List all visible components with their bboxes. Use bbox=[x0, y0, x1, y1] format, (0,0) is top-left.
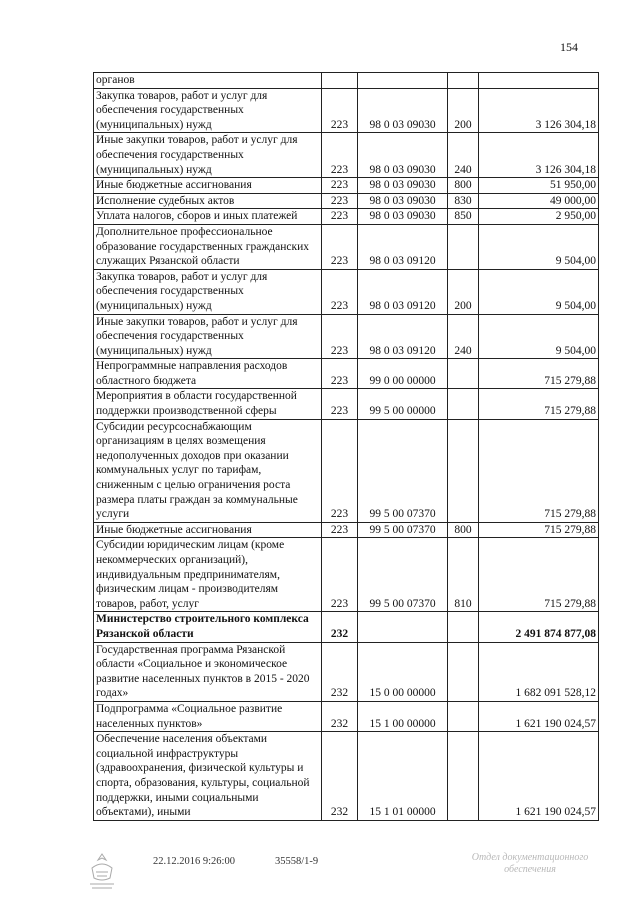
row-vr-cell bbox=[448, 419, 479, 522]
row-vr-cell: 800 bbox=[448, 178, 479, 194]
table-row bbox=[94, 359, 599, 389]
row-name-cell: Закупка товаров, работ и услуг для обеспечения государственных (муниципальных) нужд bbox=[94, 269, 322, 314]
row-csr-cell: 99 5 00 07370 bbox=[358, 522, 448, 538]
row-vr-cell bbox=[448, 612, 479, 642]
row-name-cell: Государственная программа Рязанской области «Социальное и экономическое развитие населенных пунктов в 2015 - 2020 годах» bbox=[94, 642, 322, 701]
row-csr-cell: 99 5 00 07370 bbox=[358, 538, 448, 612]
row-name-cell: органов bbox=[94, 73, 322, 89]
row-ved-cell: 223 bbox=[322, 224, 358, 269]
row-sum-cell: 3 126 304,18 bbox=[479, 133, 599, 178]
row-ved-cell: 223 bbox=[322, 133, 358, 178]
row-name-cell: Иные закупки товаров, работ и услуг для обеспечения государственных (муниципальных) нужд bbox=[94, 133, 322, 178]
row-vr-cell: 800 bbox=[448, 522, 479, 538]
row-ved-cell: 223 bbox=[322, 178, 358, 194]
row-sum-cell: 1 621 190 024,57 bbox=[479, 701, 599, 731]
row-name-cell: Уплата налогов, сборов и иных платежей bbox=[94, 209, 322, 225]
row-sum-cell: 9 504,00 bbox=[479, 224, 599, 269]
row-name-cell: Иные бюджетные ассигнования bbox=[94, 522, 322, 538]
row-ved-cell: 223 bbox=[322, 419, 358, 522]
row-csr-cell: 99 0 00 00000 bbox=[358, 359, 448, 389]
row-sum-cell: 1 621 190 024,57 bbox=[479, 732, 599, 821]
row-sum-cell: 49 000,00 bbox=[479, 193, 599, 209]
row-vr-cell: 240 bbox=[448, 133, 479, 178]
row-vr-cell bbox=[448, 224, 479, 269]
row-name-cell: Министерство строительного комплекса Рязанской области bbox=[94, 612, 322, 642]
row-ved-cell: 223 bbox=[322, 209, 358, 225]
row-name-cell: Обеспечение населения объектами социальной инфраструктуры (здравоохранения, физической культуры и спорта, образования, культуры, социальной поддержки, иными социальными объектами), иными bbox=[94, 732, 322, 821]
row-name-cell: Дополнительное профессиональное образование государственных гражданских служащих Рязанской области bbox=[94, 224, 322, 269]
table-row bbox=[94, 209, 599, 225]
table-row bbox=[94, 419, 599, 522]
row-vr-cell bbox=[448, 73, 479, 89]
row-csr-cell: 98 0 03 09120 bbox=[358, 224, 448, 269]
row-name-cell: Субсидии юридическим лицам (кроме некоммерческих организаций), индивидуальным предпринимателям, физическим лицам - производителям товаров, работ, услуг bbox=[94, 538, 322, 612]
table-row bbox=[94, 389, 599, 419]
row-sum-cell: 2 950,00 bbox=[479, 209, 599, 225]
row-name-cell: Исполнение судебных актов bbox=[94, 193, 322, 209]
row-ved-cell bbox=[322, 73, 358, 89]
row-sum-cell: 715 279,88 bbox=[479, 538, 599, 612]
table-row bbox=[94, 732, 599, 821]
footer-department-stamp: Отдел документационного обеспечения bbox=[471, 852, 589, 875]
row-name-cell: Иные бюджетные ассигнования bbox=[94, 178, 322, 194]
row-vr-cell: 240 bbox=[448, 314, 479, 359]
table-row bbox=[94, 224, 599, 269]
row-csr-cell: 98 0 03 09120 bbox=[358, 269, 448, 314]
row-csr-cell: 98 0 03 09030 bbox=[358, 88, 448, 133]
row-csr-cell bbox=[358, 73, 448, 89]
row-vr-cell: 850 bbox=[448, 209, 479, 225]
table-row bbox=[94, 178, 599, 194]
row-ved-cell: 232 bbox=[322, 701, 358, 731]
row-vr-cell bbox=[448, 701, 479, 731]
row-vr-cell bbox=[448, 732, 479, 821]
row-csr-cell: 99 5 00 07370 bbox=[358, 419, 448, 522]
row-sum-cell: 3 126 304,18 bbox=[479, 88, 599, 133]
table-row bbox=[94, 314, 599, 359]
row-name-cell: Непрограммные направления расходов областного бюджета bbox=[94, 359, 322, 389]
row-name-cell: Закупка товаров, работ и услуг для обеспечения государственных (муниципальных) нужд bbox=[94, 88, 322, 133]
row-ved-cell: 223 bbox=[322, 389, 358, 419]
row-ved-cell: 223 bbox=[322, 193, 358, 209]
row-csr-cell: 98 0 03 09030 bbox=[358, 133, 448, 178]
table-row bbox=[94, 701, 599, 731]
row-ved-cell: 223 bbox=[322, 359, 358, 389]
row-ved-cell: 232 bbox=[322, 642, 358, 701]
row-csr-cell bbox=[358, 612, 448, 642]
row-ved-cell: 223 bbox=[322, 538, 358, 612]
row-sum-cell: 2 491 874 877,08 bbox=[479, 612, 599, 642]
row-csr-cell: 98 0 03 09120 bbox=[358, 314, 448, 359]
table-row bbox=[94, 73, 599, 89]
table-row bbox=[94, 642, 599, 701]
row-ved-cell: 223 bbox=[322, 314, 358, 359]
row-csr-cell: 15 0 00 00000 bbox=[358, 642, 448, 701]
row-vr-cell: 200 bbox=[448, 88, 479, 133]
row-vr-cell: 830 bbox=[448, 193, 479, 209]
row-sum-cell bbox=[479, 73, 599, 89]
row-csr-cell: 99 5 00 00000 bbox=[358, 389, 448, 419]
row-vr-cell bbox=[448, 389, 479, 419]
row-name-cell: Иные закупки товаров, работ и услуг для обеспечения государственных (муниципальных) нужд bbox=[94, 314, 322, 359]
row-sum-cell: 51 950,00 bbox=[479, 178, 599, 194]
row-csr-cell: 15 1 01 00000 bbox=[358, 732, 448, 821]
row-csr-cell: 98 0 03 09030 bbox=[358, 193, 448, 209]
row-vr-cell: 200 bbox=[448, 269, 479, 314]
page-number: 154 bbox=[560, 40, 578, 54]
table-row bbox=[94, 612, 599, 642]
row-ved-cell: 223 bbox=[322, 269, 358, 314]
row-ved-cell: 223 bbox=[322, 522, 358, 538]
row-name-cell: Мероприятия в области государственной поддержки производственной сферы bbox=[94, 389, 322, 419]
row-csr-cell: 15 1 00 00000 bbox=[358, 701, 448, 731]
row-csr-cell: 98 0 03 09030 bbox=[358, 178, 448, 194]
row-vr-cell bbox=[448, 359, 479, 389]
table-row bbox=[94, 88, 599, 133]
row-sum-cell: 1 682 091 528,12 bbox=[479, 642, 599, 701]
footer-doc-number: 35558/1-9 bbox=[275, 856, 319, 867]
row-name-cell: Подпрограмма «Социальное развитие населенных пунктов» bbox=[94, 701, 322, 731]
budget-table bbox=[93, 72, 599, 821]
row-sum-cell: 715 279,88 bbox=[479, 522, 599, 538]
logo-stamp-icon bbox=[80, 848, 124, 897]
table-row bbox=[94, 193, 599, 209]
row-sum-cell: 715 279,88 bbox=[479, 359, 599, 389]
row-ved-cell: 232 bbox=[322, 732, 358, 821]
table-row bbox=[94, 133, 599, 178]
table-row bbox=[94, 538, 599, 612]
row-name-cell: Субсидии ресурсоснабжающим организациям в целях возмещения недополученных доходов при оказании коммунальных услуг по тарифам, сниженным с целью ограничения роста размера платы граждан за коммунальные услуги bbox=[94, 419, 322, 522]
row-sum-cell: 9 504,00 bbox=[479, 269, 599, 314]
table-row bbox=[94, 269, 599, 314]
table-row bbox=[94, 522, 599, 538]
row-vr-cell bbox=[448, 642, 479, 701]
row-sum-cell: 715 279,88 bbox=[479, 419, 599, 522]
row-sum-cell: 715 279,88 bbox=[479, 389, 599, 419]
row-sum-cell: 9 504,00 bbox=[479, 314, 599, 359]
footer-datetime: 22.12.2016 9:26:00 bbox=[153, 856, 235, 867]
row-vr-cell: 810 bbox=[448, 538, 479, 612]
row-csr-cell: 98 0 03 09030 bbox=[358, 209, 448, 225]
row-ved-cell: 232 bbox=[322, 612, 358, 642]
row-ved-cell: 223 bbox=[322, 88, 358, 133]
